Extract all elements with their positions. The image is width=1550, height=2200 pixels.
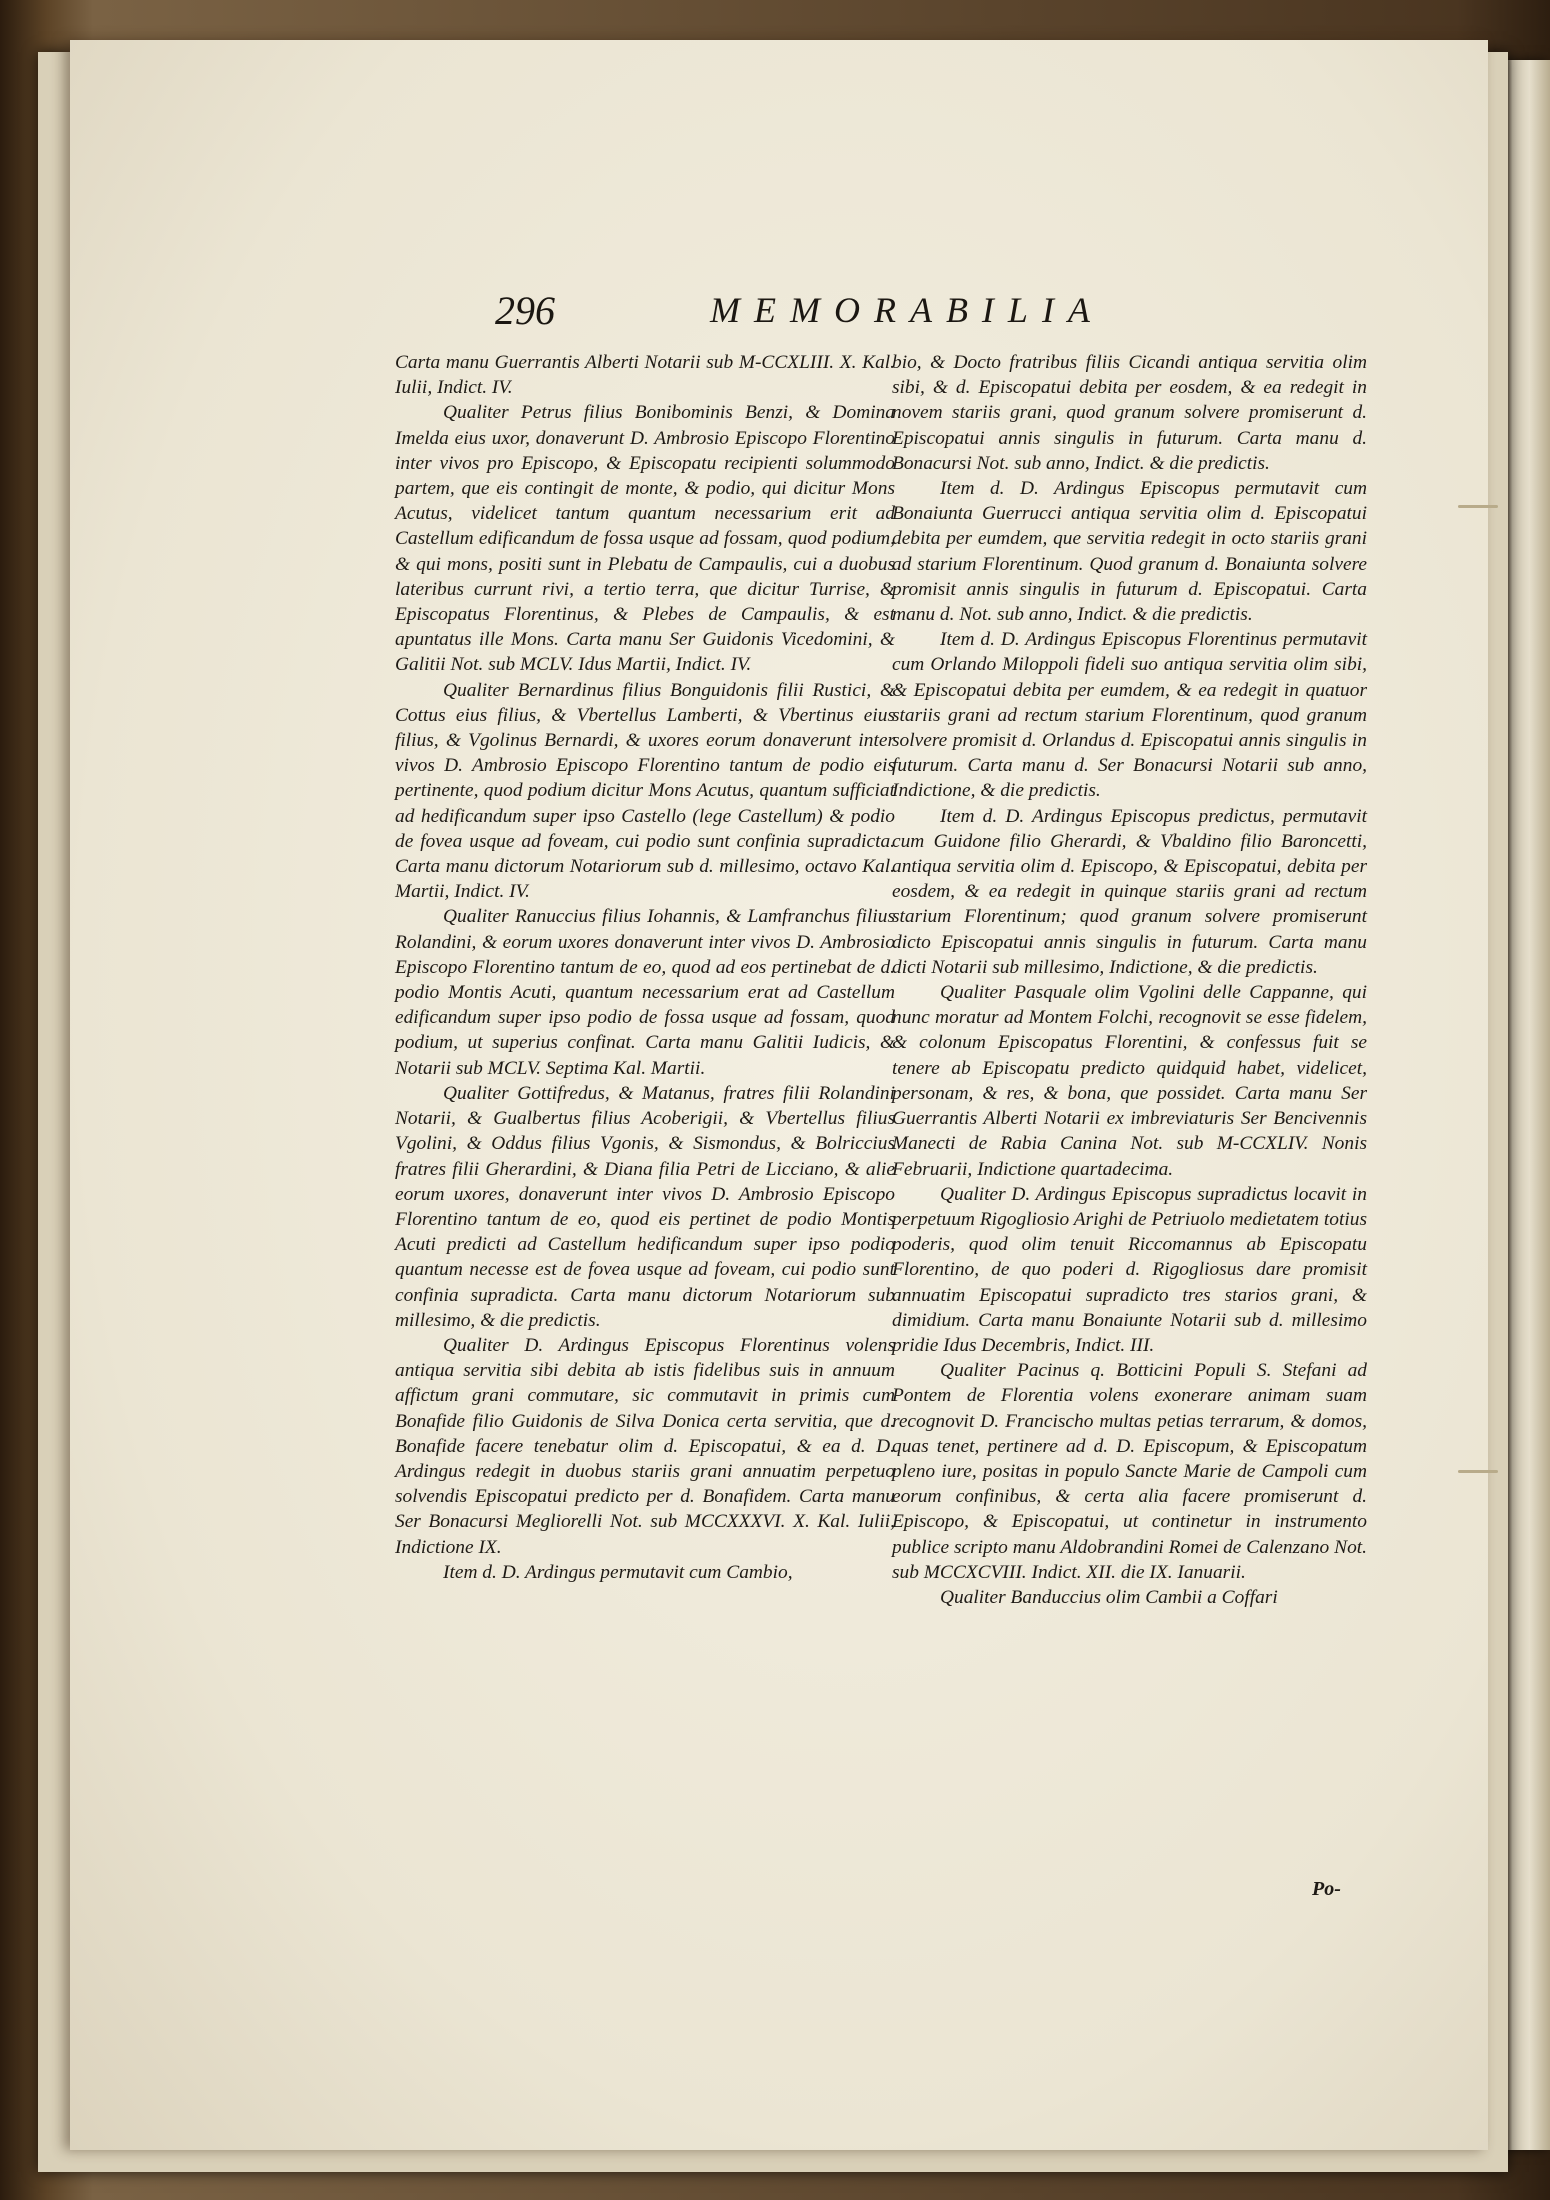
paragraph: Item d. D. Ardingus permutavit cum Cambio, bbox=[443, 1561, 793, 1583]
paragraph: Item d. D. Ardingus Episcopus permutavit cum Bonaiunta Guerrucci antiqua servitia olim d. Episcopatui debita per eumdem, que servitia redegit in octo stariis grani ad starium Florentinum. Quod granum d. Bonaiunta solvere promisit annis singulis in futurum d. Episcopatui. Carta manu d. Not. sub anno, Indict. & die predictis. bbox=[892, 478, 1367, 626]
paragraph: Qualiter Petrus filius Bonibominis Benzi, & Domina Imelda eius uxor, donaverunt D. Ambrosio Episcopo Florentino inter vivos pro Episcopo, & Episcopatu recipienti solummodo partem, que eis contingit de monte, & podio, qui dicitur Mons Acutus, videlicet tantum quantum necessarium erit ad Castellum edificandum de fossa usque ad fossam, quod podium, & qui mons, positi sunt in Plebatu de Campaulis, cui a duobus lateribus currunt rivi, a tertio terra, que dicitur Turrise, & Episcopatus Florentinus, & Plebes de Campaulis, & est apuntatus ille Mons. Carta manu Ser Guidonis Vicedomini, & Galitii Not. sub MCLV. Idus Martii, Indict. IV. bbox=[395, 402, 895, 676]
paragraph: Qualiter Pacinus q. Botticini Populi S. Stefani ad Pontem de Florentia volens exonerare animam suam recognovit D. Francischo multas petias terrarum, & domos, quas tenet, pertinere ad d. D. Episcopum, & Episcopatum pleno iure, positas in populo Sancte Marie de Campoli cum eorum confinibus, & certa alia facere promiserunt d. Episcopo, & Episcopatui, ut continetur in instrumento publice scripto manu Aldobrandini Romei de Calenzano Not. sub MCCXCVIII. Indict. XII. die IX. Ianuarii. bbox=[892, 1360, 1367, 1583]
page-number: 296 bbox=[495, 288, 555, 333]
paragraph: Qualiter Gottifredus, & Matanus, fratres filii Rolandini Notarii, & Gualbertus filius Acoberigii, & Vbertellus filius Vgolini, & Oddus filius Vgonis, & Sismondus, & Bolriccius fratres filii Gherardini, & Diana filia Petri de Licciano, & alie eorum uxores, donaverunt inter vivos D. Ambrosio Episcopo Florentino tantum de eo, quod eis pertinet de podio Montis Acuti predicti ad Castellum hedificandum super ipso podio quantum necesse est de fovea usque ad foveam, cui podio sunt confinia supradicta. Carta manu dictorum Notariorum sub millesimo, & die predictis. bbox=[395, 1082, 895, 1331]
paragraph: Item d. D. Ardingus Episcopus Florentinus permutavit cum Orlando Miloppoli fideli suo antiqua servitia olim sibi, & Episcopatui debita per eumdem, & ea redegit in quatuor stariis grani ad rectum starium Florentinum, quod granum solvere promisit d. Orlandus d. Episcopatui annis singulis in futurum. Carta manu d. Ser Bonacursi Notarii sub anno, Indictione, & die predictis. bbox=[892, 629, 1367, 802]
paragraph: Item d. D. Ardingus Episcopus predictus, permutavit cum Guidone filio Gherardi, & Vbaldino filio Baroncetti, antiqua servitia olim d. Episcopo, & Episcopatui, debita per eosdem, & ea redegit in quinque stariis grani ad rectum starium Florentinum; quod granum solvere promiserunt dicto Episcopatui annis singulis in futurum. Carta manu dicti Notarii sub millesimo, Indictione, & die predictis. bbox=[892, 805, 1367, 978]
paragraph: Qualiter Pasquale olim Vgolini delle Cappanne, qui nunc moratur ad Montem Folchi, recognovit se esse fidelem, & colonum Episcopatus Florentini, & confessus fuit se tenere ab Episcopatu predicto quidquid habet, videlicet, personam, & res, & bona, que possidet. Carta manu Ser Guerrantis Alberti Notarii ex imbreviaturis Ser Bencivennis Manecti de Rabia Canina Not. sub M-CCXLIV. Nonis Februarii, Indictione quartadecima. bbox=[892, 982, 1367, 1180]
catchword: Po- bbox=[1312, 1878, 1341, 1900]
left-column bbox=[395, 350, 895, 1585]
paragraph: Qualiter D. Ardingus Episcopus Florentinus volens antiqua servitia sibi debita ab istis fidelibus suis in annuum affictum grani commutare, sic commutavit in primis cum Bonafide filio Guidonis de Silva Donica certa servitia, que d. Bonafide facere tenebatur olim d. Episcopatui, & ea d. D. Ardingus redegit in duobus stariis grani annuatim perpetuo solvendis Episcopatui predicto per d. Bonafidem. Carta manu Ser Bonacursi Megliorelli Not. sub MCCXXXVI. X. Kal. Iulii, Indictione IX. bbox=[395, 1334, 895, 1558]
facing-page-edge bbox=[1504, 60, 1550, 2150]
page-header bbox=[495, 285, 1195, 335]
paragraph: Carta manu Guerrantis Alberti Notarii sub M-CCXLIII. X. Kal. Iulii, Indict. IV. bbox=[395, 352, 895, 399]
paragraph: bio, & Docto fratribus filiis Cicandi antiqua servitia olim sibi, & d. Episcopatui debita per eosdem, & ea redegit in novem stariis grani, quod granum solvere promiserunt d. Episcopatui annis singulis in futurum. Carta manu d. Bonacursi Not. sub anno, Indict. & die predictis. bbox=[892, 352, 1367, 474]
binding-thread bbox=[1458, 1470, 1498, 1473]
binding-thread bbox=[1458, 505, 1498, 508]
paragraph: Qualiter Ranuccius filius Iohannis, & Lamfranchus filius Rolandini, & eorum uxores donaverunt inter vivos D. Ambrosio Episcopo Florentino tantum de eo, quod ad eos pertinebat de d. podio Montis Acuti, quantum necessarium erat ad Castellum edificandum super ipso podio de fossa usque ad fossam, quod podium, ut superius confinat. Carta manu Galitii Iudicis, & Notarii sub MCLV. Septima Kal. Martii. bbox=[395, 906, 895, 1079]
running-title: MEMORABILIA bbox=[710, 290, 1104, 330]
right-column bbox=[892, 350, 1367, 1610]
paragraph: Qualiter D. Ardingus Episcopus supradictus locavit in perpetuum Rigogliosio Arighi de Petriuolo medietatem totius poderis, quod olim tenuit Riccomannus ab Episcopatu Florentino, de quo poderi d. Rigogliosus dare promisit annuatim Episcopatui supradicto tres starios grani, & dimidium. Carta manu Bonaiunte Notarii sub d. millesimo pridie Idus Decembris, Indict. III. bbox=[892, 1183, 1367, 1356]
paragraph: Qualiter Banduccius olim Cambii a Coffari bbox=[940, 1586, 1278, 1608]
paragraph: Qualiter Bernardinus filius Bonguidonis filii Rustici, & Cottus eius filius, & Vbertellus Lamberti, & Vbertinus eius filius, & Vgolinus Bernardi, & uxores eorum donaverunt inter vivos D. Ambrosio Episcopo Florentino tantum de podio eis pertinente, quod podium dicitur Mons Acutus, quantum sufficiat ad hedificandum super ipso Castello (lege Castellum) & podio de fovea usque ad foveam, cui podio sunt confinia supradicta. Carta manu dictorum Notariorum sub d. millesimo, octavo Kal. Martii, Indict. IV. bbox=[395, 679, 895, 903]
